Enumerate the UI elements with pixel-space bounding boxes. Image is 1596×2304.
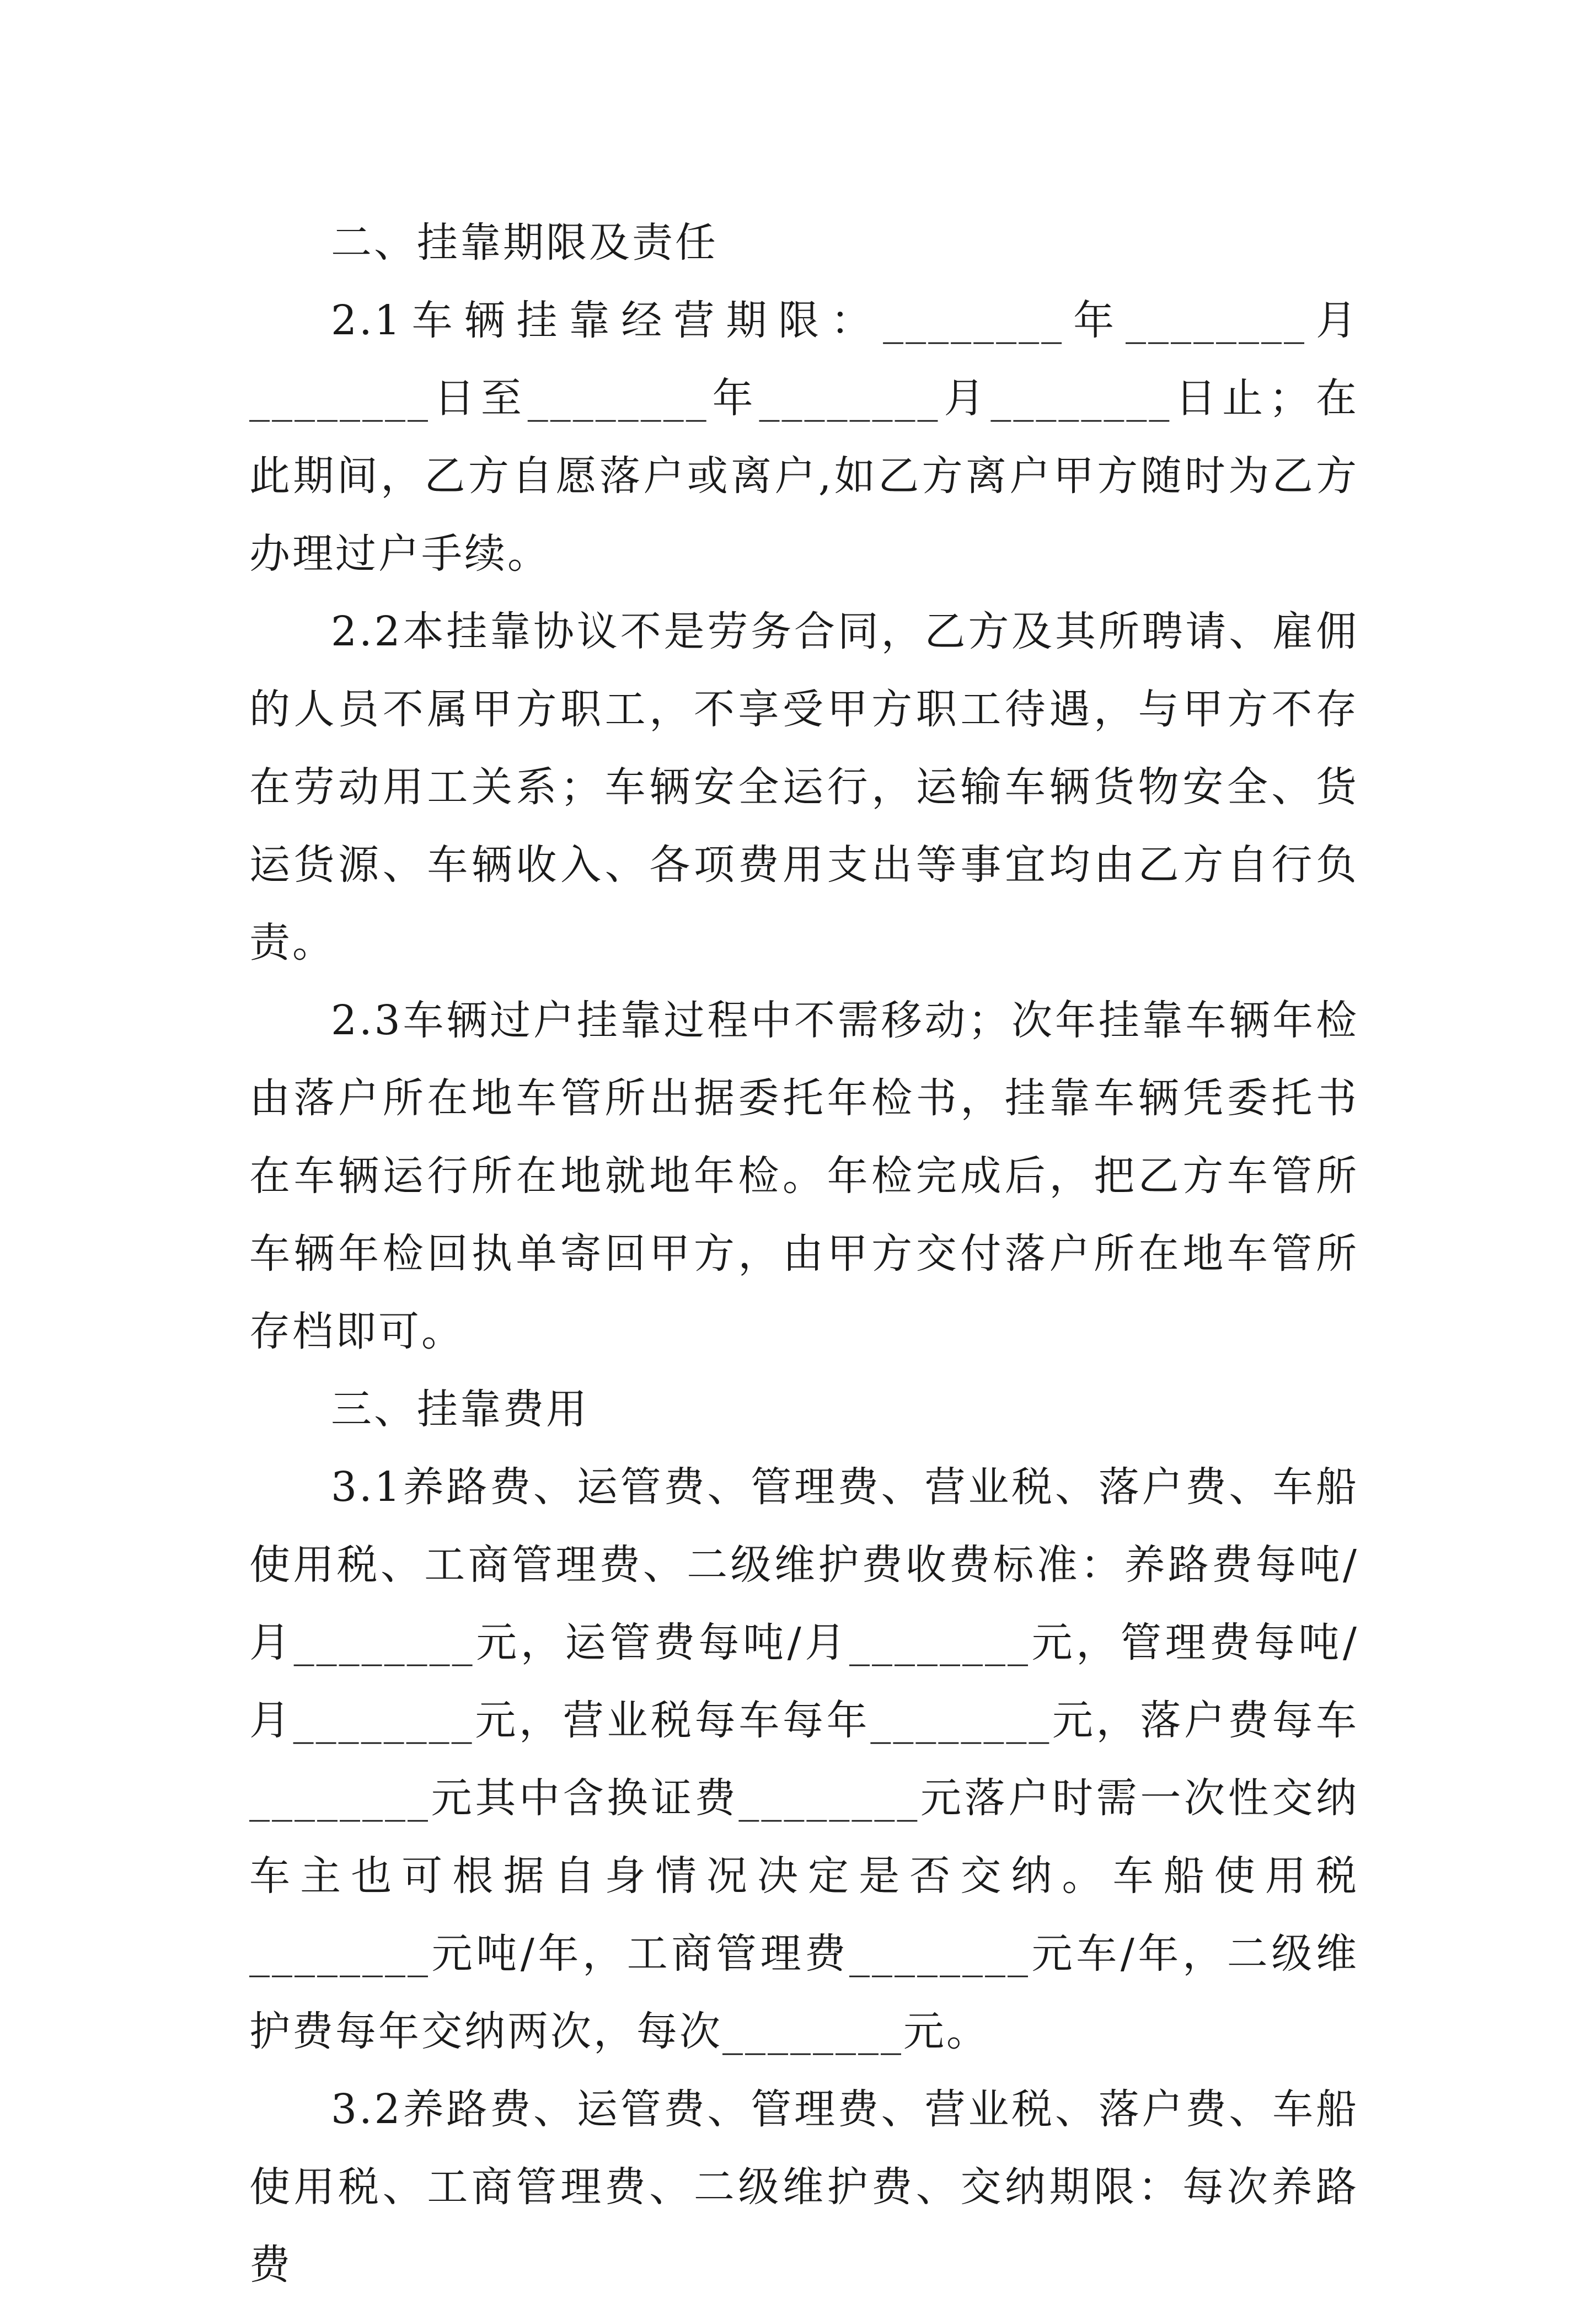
clause-2-3: 2.3车辆过户挂靠过程中不需移动；次年挂靠车辆年检由落户所在地车管所出据委托年检书，挂靠车辆凭委托书在车辆运行所在地就地年检。年检完成后，把乙方车管所车辆年检回执单寄回甲方，由甲方交付落户所在地车管所存档即可。 xyxy=(249,997,1359,1355)
section-heading-term: 二、挂靠期限及责任 xyxy=(331,219,718,266)
clause-3-1: 3.1养路费、运管费、管理费、营业税、落户费、车船使用税、工商管理费、二级维护费收费标准：养路费每吨/月________元，运管费每吨/月________元，管理费每吨/月________元，营业税每车每年________元，落户费每车________元其中含换证费________元落户时需一次性交纳车主也可根据自身情况决定是否交纳。车船使用税________元吨/年，工商管理费________元车/年，二级维护费每年交纳两次，每次________元。 xyxy=(249,1463,1359,2055)
section-heading-fees: 三、挂靠费用 xyxy=(331,1386,589,1433)
clause-2-2: 2.2本挂靠协议不是劳务合同，乙方及其所聘请、雇佣的人员不属甲方职工，不享受甲方职工待遇，与甲方不存在劳动用工关系；车辆安全运行，运输车辆货物安全、货运货源、车辆收入、各项费用支出等事宜均由乙方自行负责。 xyxy=(249,608,1359,966)
clause-2-1: 2.1车辆挂靠经营期限：________年________月________日至________年________月________日止；在此期间，乙方自愿落户或离户,如乙方离户甲方随时为乙方办理过户手续。 xyxy=(249,297,1359,578)
clause-3-2: 3.2养路费、运管费、管理费、营业税、落户费、车船使用税、工商管理费、二级维护费、交纳期限：每次养路费 xyxy=(249,2086,1359,2289)
document-body xyxy=(249,204,1359,2304)
